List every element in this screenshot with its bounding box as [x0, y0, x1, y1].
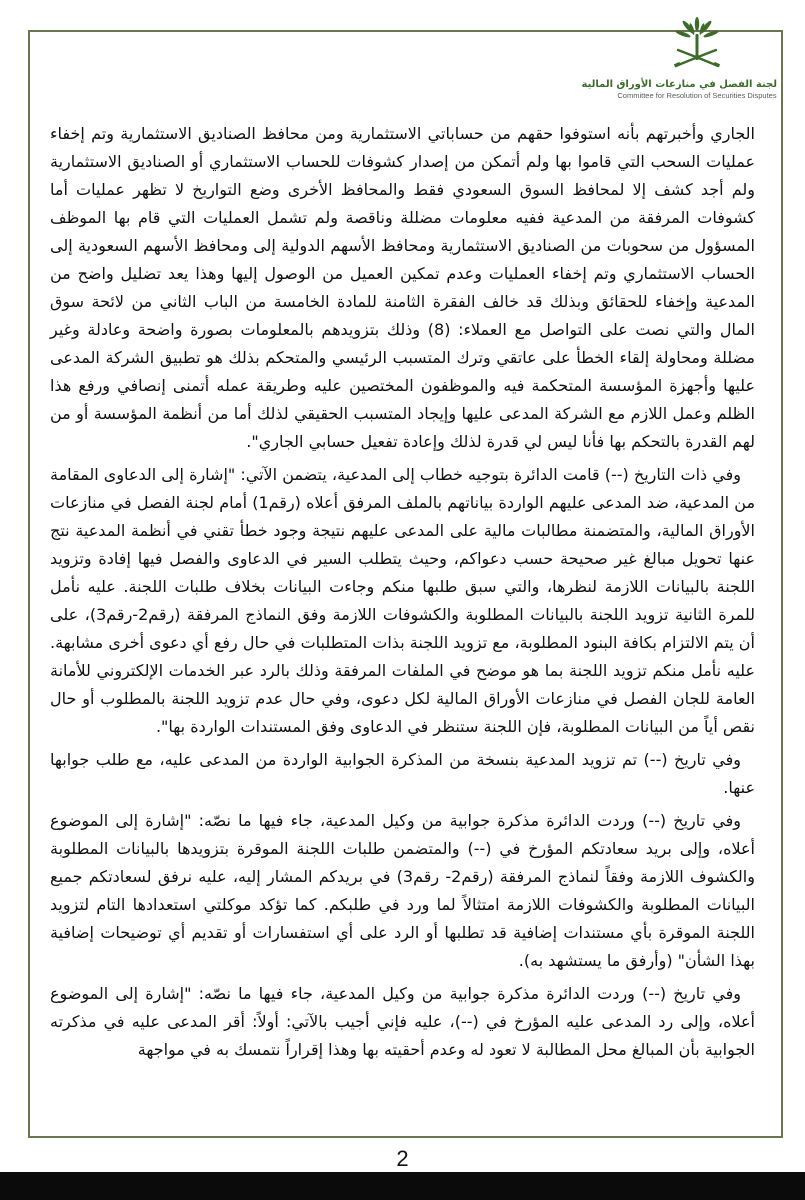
paragraph-4: وفي تاريخ (--) وردت الدائرة مذكرة جوابية من وكيل المدعية، جاء فيها ما نصّه: "إشارة إلى الموضوع أعلاه، وإلى بريد سعادتكم المؤرخ في (--) والمتضمن طلبات اللجنة الموقرة بتزويدها بالبيانات المطلوبة والكشوف اللازمة وفقاً لنماذج المرفقة (رقم2- رقم3) في بريدكم المشار إليه، عليه نرفق لسعادتكم جميع البيانات المطلوبة والكشوفات اللازمة امتثالاً لما ورد في طلبكم. كما تؤكد موكلتي استعدادها التام لتزويد اللجنة الموقرة بأي مستندات إضافية قد تطلبها أو الرد على أي استفسارات أو تقديم أي توضيحات إضافية بهذا الشأن" (وأرفق ما يستشهد به). [50, 811, 755, 970]
committee-logo [581, 16, 777, 121]
paragraph-2: وفي ذات التاريخ (--) قامت الدائرة بتوجيه خطاب إلى المدعية، يتضمن الآتي: "إشارة إلى الدعاوى المقامة من المدعية، ضد المدعى عليهم الواردة بياناتهم بالملف المرفق أعلاه (رقم1) أمام لجنة الفصل في منازعات الأوراق المالية، والمتضمنة مطالبات مالية على المدعى عليهم نتيجة وجود خطأ تقني في أنظمة المدعية نتج عنها تحويل مبالغ غير صحيحة حسب دعواكم، وحيث يتطلب السير في الدعاوى والفصل فيها إفادة وتزويد اللجنة بالبيانات اللازمة لنظرها، والتي سبق طلبها منكم وجاءت البيانات بخلاف طلبات اللجنة. عليه نأمل للمرة الثانية تزويد اللجنة بالبيانات المطلوبة والكشوفات اللازمة وفق النماذج المرفقة (رقم2-رقم3)، على أن يتم الالتزام بكافة البنود المطلوبة، مع تزويد اللجنة بذات المتطلبات في حال رفع أي دعوى أخرى مشابهة. عليه نأمل منكم تزويد اللجنة بما هو موضح في الملفات المرفقة وذلك بالرد عبر الخدمات الإلكتروني للأمانة العامة للجان الفصل في منازعات الأوراق المالية لكل دعوى، وفي حال عدم تزويد اللجنة بالمطلوب أو حال نقص أياً من البيانات المطلوبة، فإن اللجنة ستنظر في الدعاوى وفق المستندات الواردة بها". [50, 465, 756, 736]
paragraph-1: الجاري وأخبرتهم بأنه استوفوا حقهم من حساباتي الاستثمارية ومن محافظ الصناديق الاستثمارية وتم إخفاء عمليات السحب التي قاموا بها ولم أتمكن من إصدار كشوفات للحساب الاستثماري أو الصناديق الاستثمارية ولم أجد كشف إلا لمحافظ السوق السعودي فقط والمحافظ الأخرى وضع التواريخ لا تظهر عمليات أما كشوفات المرفقة من المدعية ففيه معلومات مضللة وناقصة ولم تشمل العمليات التي قام بها الموظف المسؤول من سحوبات من الصناديق الاستثمارية ومحافظ الأسهم الدولية إلى ومحافظ الأسهم السعودية إلى الحساب الاستثماري وتم إخفاء العمليات وعدم تمكين العميل من الوصول إليها وهذا يعد تضليل واضح من المدعية وإخفاء للحقائق وبذلك قد خالف الفقرة الثامنة للمادة الخامسة من الباب الثاني من لائحة سوق المال والتي نصت على التواصل مع العملاء: (8) وذلك بتزويدهم بالمعلومات بصورة واضحة وعادلة وغير مضللة ومحاولة إلقاء الخطأ على عاتقي وترك المتسبب الرئيسي والمتحكم بذلك هو تطبيق الشركة المدعى عليها وأجهزة المؤسسة المتحكمة فيه والموظفون المختصين عليه وطريقة عمله أتمنى إنصافي ورفع هذا الظلم وعمل اللازم مع الشركة المدعى عليها وإيجاد المتسبب الحقيقي لذلك أما من أنظمة المؤسسة أو من لهم القدرة بالتحكم بها فأنا ليس لي قدرة لذلك وإعادة تفعيل حسابي الجاري". [50, 124, 755, 451]
document-body [50, 120, 755, 1069]
footer-bar [0, 1172, 805, 1200]
paragraph-5: وفي تاريخ (--) وردت الدائرة مذكرة جوابية من وكيل المدعية، جاء فيها ما نصّه: "إشارة إلى الموضوع أعلاه، وإلى رد المدعى عليه المؤرخ في (--)، عليه فإني أجيب بالآتي: أولاً: أقر المدعى عليه في مذكرته الجوابية بأن المبالغ محل المطالبة لا تعود له وعدم أحقيته بها وهذا إقراراً نتمسك به في مواجهة [50, 984, 755, 1059]
committee-name-english: Committee for Resolution of Securities Disputes [617, 91, 777, 100]
page-number: 2 [396, 1146, 409, 1171]
palm-and-swords-icon [617, 16, 777, 78]
paragraph-3: وفي تاريخ (--) تم تزويد المدعية بنسخة من المذكرة الجوابية الواردة من المدعى عليه، مع طلب جوابها عنها. [50, 750, 755, 797]
committee-name-arabic: لجنة الفصل في منازعات الأوراق المالية [581, 79, 777, 90]
